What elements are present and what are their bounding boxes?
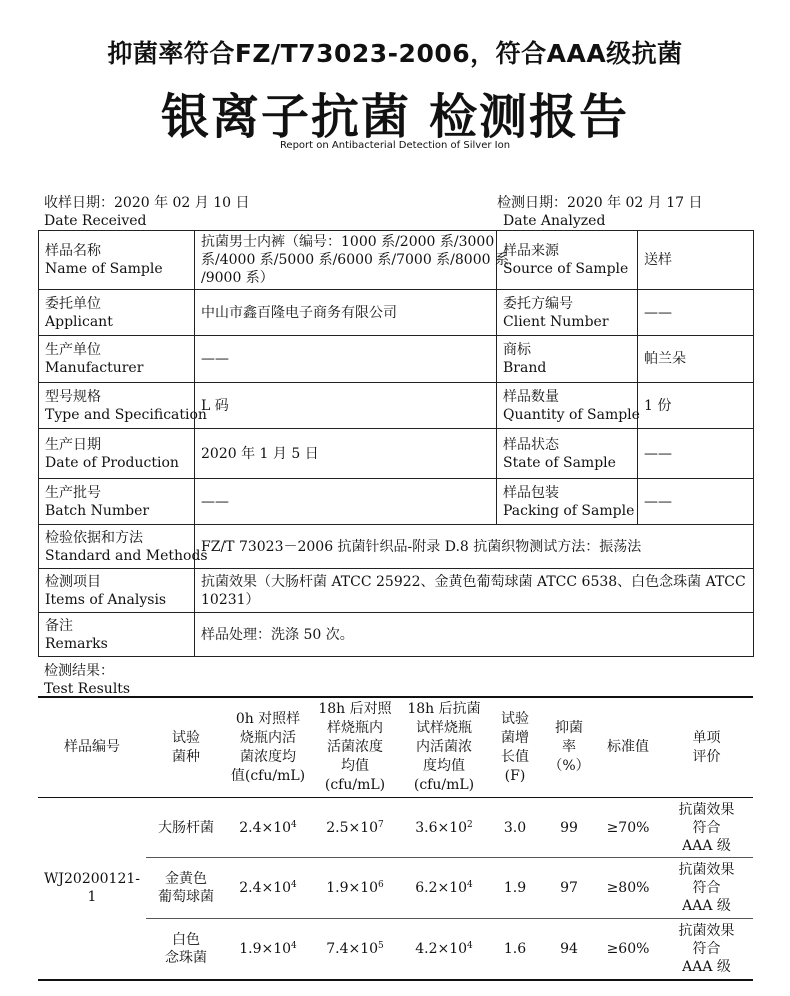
header-line: 菌浓度均 — [240, 748, 296, 765]
test-results-label-cn: 检测结果： — [44, 663, 114, 679]
date-received-en: Date Received — [44, 213, 147, 229]
items-value — [195, 569, 754, 613]
label-cell — [39, 569, 195, 613]
strain-line: 金黄色 — [165, 871, 207, 887]
eval-cell — [660, 798, 753, 858]
header-line: 活菌浓度 — [327, 739, 383, 755]
c18-test-cell — [400, 919, 488, 980]
mantissa: 2.4×10 — [239, 880, 292, 896]
header-line: 菌增 — [501, 729, 529, 746]
label-cell — [39, 336, 195, 383]
header-line: 单项 — [692, 729, 721, 746]
sample-name-label-en: Name of Sample — [45, 261, 163, 277]
label-cell — [39, 429, 195, 479]
standard-cell: ≥70% — [596, 798, 660, 858]
growth-cell: 3.0 — [488, 798, 542, 858]
mantissa: 1.9×10 — [326, 880, 379, 896]
rate-cell: 94 — [542, 919, 596, 980]
strain-line: 葡萄球菌 — [158, 889, 214, 905]
mantissa: 2.4×10 — [239, 819, 292, 836]
eval-cell — [660, 919, 753, 980]
header-standard: 标准值 — [596, 697, 660, 798]
header-line: （%） — [548, 758, 590, 774]
date-analyzed-label: 检测日期：2020 年 02 月 17 日 — [497, 195, 703, 211]
standard-label-en: Standard and Methods — [45, 547, 208, 564]
value-line: 10231） — [201, 591, 260, 608]
standard-cell: ≥60% — [596, 919, 660, 980]
value-line: 系/4000 系/5000 系/6000 系/7000 系/8000 系 — [201, 252, 509, 268]
header-line: 试验 — [501, 710, 529, 727]
test-results-label-en: Test Results — [44, 681, 131, 697]
sample-source-value: 送样 — [638, 231, 754, 290]
label-cell — [497, 383, 638, 429]
title-part-report: 检测报告 — [429, 89, 630, 145]
table-row — [38, 798, 753, 858]
label-cell — [39, 479, 195, 525]
report-subtitle: 抑菌率符合FZ/T73023-2006，符合AAA级抗菌 — [107, 39, 683, 68]
eval-line: 抗菌效果 — [678, 801, 735, 818]
growth-cell: 1.6 — [488, 919, 542, 980]
production-date-value: 2020 年 1 月 5 日 — [195, 429, 497, 479]
label-cell — [39, 525, 208, 569]
exponent: 2 — [467, 819, 473, 830]
rate-cell: 97 — [542, 858, 596, 919]
table-row — [38, 858, 753, 919]
exponent: 5 — [378, 940, 384, 951]
label-cell — [39, 383, 207, 429]
exponent: 4 — [291, 819, 297, 830]
manufacturer-label-en: Manufacturer — [45, 360, 144, 376]
strain-line: 大肠杆菌 — [158, 819, 214, 836]
strain-line: 念珠菌 — [165, 949, 207, 966]
label-cell — [39, 290, 195, 336]
header-line: 长值 — [501, 748, 529, 765]
info-row — [39, 429, 754, 479]
type-spec-label-en: Type and Specification — [45, 406, 207, 423]
header-0h-control — [226, 697, 310, 798]
header-line: (cfu/mL) — [413, 777, 475, 793]
value-line: /9000 系） — [201, 270, 274, 286]
table-row — [38, 919, 753, 980]
label-cell — [497, 336, 638, 383]
header-line: 0h 对照样 — [235, 710, 301, 727]
brand-label-cn: 商标 — [503, 342, 531, 358]
header-line: 内活菌浓 — [416, 739, 472, 755]
date-analyzed-en: Date Analyzed — [503, 213, 606, 229]
standard-label-cn: 检验依据和方法 — [45, 529, 143, 546]
eval-line: AAA 级 — [682, 958, 731, 975]
test-results-table — [38, 696, 753, 981]
type-spec-label-cn: 型号规格 — [45, 388, 101, 405]
label-cell — [497, 429, 638, 479]
info-row — [39, 569, 754, 613]
header-growth — [488, 697, 542, 798]
date-received-label: 收样日期：2020 年 02 月 10 日 — [44, 195, 250, 211]
english-title: Report on Antibacterial Detection of Silver Ion — [279, 140, 511, 151]
header-line: 试验 — [172, 729, 200, 746]
test-results-label — [44, 662, 130, 698]
eval-line: 抗菌效果 — [678, 862, 735, 878]
label-cell — [497, 290, 638, 336]
packing-value: —— — [638, 479, 754, 525]
header-sample-no: 样品编号 — [38, 697, 146, 798]
strain-cell — [146, 798, 226, 858]
info-row — [39, 525, 754, 569]
exponent: 7 — [378, 819, 384, 830]
brand-label-en: Brand — [503, 360, 547, 376]
production-date-label-cn: 生产日期 — [45, 436, 101, 453]
applicant-label-en: Applicant — [45, 313, 113, 330]
client-number-label-cn: 委托方编号 — [503, 295, 573, 312]
applicant-value: 中山市鑫百隆电子商务有限公司 — [195, 290, 497, 336]
sample-id: WJ20200121-1 — [38, 798, 146, 980]
batch-label-cn: 生产批号 — [45, 484, 101, 501]
c18-test-cell — [400, 858, 488, 919]
state-label-cn: 样品状态 — [503, 436, 559, 453]
header-line: 样烧瓶内 — [327, 720, 383, 736]
c18-control-cell — [310, 858, 400, 919]
header-line: (cfu/mL) — [324, 777, 386, 793]
header-line: (F) — [504, 767, 526, 784]
header-line: 试样烧瓶 — [416, 720, 472, 736]
eval-line: AAA 级 — [682, 898, 731, 914]
header-line: 抑菌 — [555, 720, 583, 736]
header-line: 均值 — [341, 758, 369, 774]
header-line: 18h 后对照 — [318, 701, 392, 717]
type-spec-value: L 码 — [195, 383, 497, 429]
exponent: 4 — [467, 940, 473, 951]
info-row — [39, 383, 754, 429]
header-strain — [146, 697, 226, 798]
info-row — [39, 613, 754, 657]
header-line: 菌种 — [172, 748, 200, 765]
c0h-cell — [226, 858, 310, 919]
sample-source-label-cn: 样品来源 — [503, 243, 559, 259]
label-cell — [497, 231, 638, 290]
mantissa: 2.5×10 — [326, 819, 379, 836]
standard-value: FZ/T 73023－2006 抗菌针织品-附录 D.8 抗菌织物测试方法：振荡法 — [195, 525, 754, 569]
sample-name-value — [195, 231, 509, 290]
header-line: 18h 后抗菌 — [407, 701, 481, 717]
mantissa: 1.9×10 — [239, 940, 292, 957]
batch-label-en: Batch Number — [45, 502, 150, 519]
mantissa: 7.4×10 — [326, 940, 379, 957]
brand-value: 帕兰朵 — [638, 336, 754, 383]
state-value: —— — [638, 429, 754, 479]
exponent: 4 — [291, 880, 297, 890]
growth-cell: 1.9 — [488, 858, 542, 919]
header-line: 评价 — [692, 748, 721, 765]
mantissa: 3.6×10 — [415, 819, 468, 836]
c18-control-cell — [310, 798, 400, 858]
header-eval — [660, 697, 753, 798]
c0h-cell — [226, 919, 310, 980]
remarks-value: 样品处理：洗涤 50 次。 — [195, 613, 754, 657]
production-date-label-en: Date of Production — [45, 454, 179, 471]
header-line: 值(cfu/mL) — [230, 767, 306, 784]
report-title — [0, 78, 790, 147]
state-label-en: State of Sample — [503, 454, 616, 471]
mantissa: 4.2×10 — [415, 940, 468, 957]
manufacturer-value: —— — [195, 336, 497, 383]
exponent: 4 — [291, 940, 297, 951]
eval-line: AAA 级 — [682, 837, 731, 854]
client-number-value: —— — [638, 290, 754, 336]
header-18h-test — [400, 697, 488, 798]
batch-value: —— — [195, 479, 497, 525]
header-line: 度均值 — [423, 758, 465, 774]
info-row — [39, 231, 754, 290]
value-line: 抗菌效果（大肠杆菌 ATCC 25922、金黄色葡萄球菌 ATCC 6538、白色念珠菌 ATCC — [201, 573, 746, 590]
title-part-silver-ion: 银离子抗菌 — [160, 89, 411, 145]
eval-line: 符合 — [692, 880, 721, 896]
c0h-cell — [226, 798, 310, 858]
results-header-row — [38, 697, 753, 798]
remarks-label-en: Remarks — [45, 635, 108, 652]
packing-label-cn: 样品包装 — [503, 484, 559, 501]
mantissa: 6.2×10 — [415, 880, 468, 896]
eval-line: 抗菌效果 — [678, 922, 735, 939]
strain-cell — [146, 858, 226, 919]
sample-source-label-en: Source of Sample — [503, 261, 629, 277]
quantity-label-en: Quantity of Sample — [503, 406, 640, 423]
rate-cell: 99 — [542, 798, 596, 858]
info-row — [39, 336, 754, 383]
c18-test-cell — [400, 798, 488, 858]
items-label-en: Items of Analysis — [45, 591, 167, 608]
items-label-cn: 检测项目 — [45, 573, 101, 590]
label-cell — [39, 231, 195, 290]
info-row — [39, 479, 754, 525]
manufacturer-label-cn: 生产单位 — [45, 342, 101, 358]
exponent: 4 — [467, 880, 473, 890]
strain-line: 白色 — [172, 931, 200, 948]
packing-label-en: Packing of Sample — [503, 502, 635, 519]
standard-cell: ≥80% — [596, 858, 660, 919]
sample-name-label-cn: 样品名称 — [45, 243, 101, 259]
header-18h-control — [310, 697, 400, 798]
applicant-label-cn: 委托单位 — [45, 295, 101, 312]
quantity-label-cn: 样品数量 — [503, 388, 559, 405]
strain-cell — [146, 919, 226, 980]
c18-control-cell — [310, 919, 400, 980]
label-cell — [497, 479, 638, 525]
header-line: 率 — [562, 739, 576, 755]
header-line: 烧瓶内活 — [240, 729, 296, 746]
eval-line: 符合 — [692, 819, 721, 836]
info-row — [39, 290, 754, 336]
remarks-label-cn: 备注 — [45, 617, 73, 634]
value-line: 抗菌男士内裤（编号：1000 系/2000 系/3000 — [201, 234, 495, 250]
sample-info-table — [38, 230, 754, 657]
eval-line: 符合 — [692, 940, 721, 957]
quantity-value: 1 份 — [638, 383, 754, 429]
header-rate — [542, 697, 596, 798]
eval-cell — [660, 858, 753, 919]
label-cell — [39, 613, 195, 657]
client-number-label-en: Client Number — [503, 313, 609, 330]
exponent: 6 — [378, 880, 384, 890]
